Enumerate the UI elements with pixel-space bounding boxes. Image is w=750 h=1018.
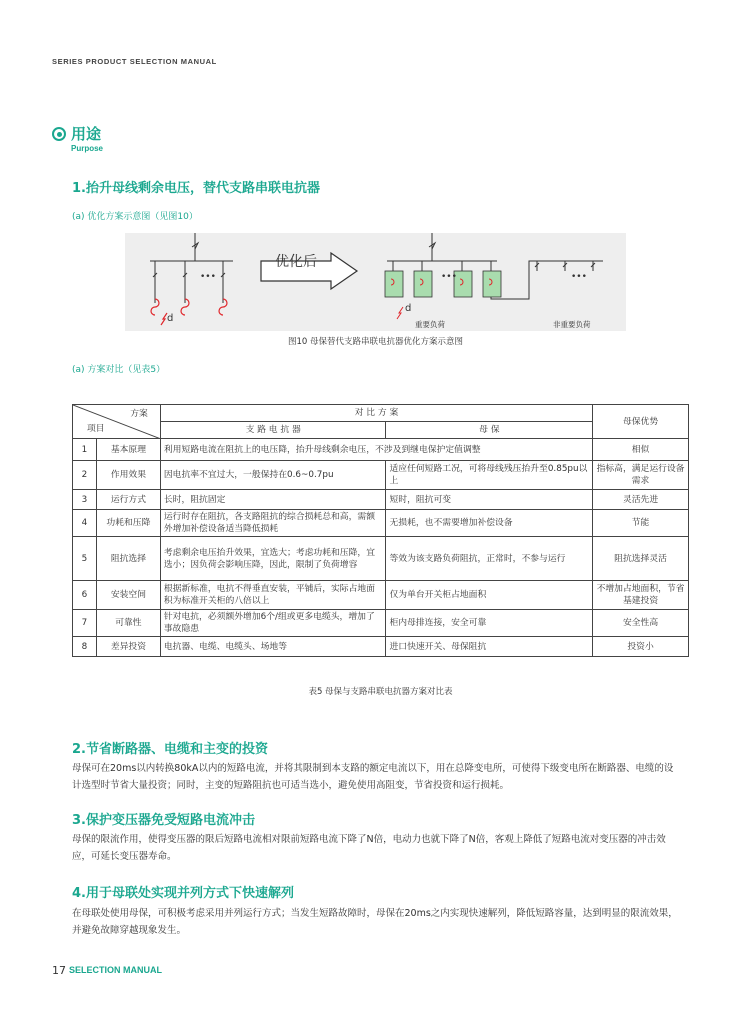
row-reactor: 运行时存在阻抗，各支路阻抗的综合损耗总和高，需额外增加补偿设备适当降低损耗: [160, 510, 386, 537]
important-load-label: 重要负荷: [415, 320, 445, 329]
row-no: 1: [73, 439, 97, 461]
row-mubao: 进口快速开关、母保阻抗: [386, 637, 593, 657]
table-row: [73, 510, 689, 537]
row-adv: 灵活先进: [593, 490, 689, 510]
table-row: [73, 490, 689, 510]
row-adv: 节能: [593, 510, 689, 537]
row-mubao: 柜内母排连接，安全可靠: [386, 610, 593, 637]
adv-header: 母保优势: [593, 405, 689, 439]
purpose-title: 用途: [71, 125, 102, 143]
row-item: 作用效果: [96, 461, 160, 490]
diagram-svg: [125, 233, 626, 331]
row-item: 安装空间: [96, 581, 160, 610]
row-item: 阻抗选择: [96, 537, 160, 581]
row-adv: 阻抗选择灵活: [593, 537, 689, 581]
series-header: SERIES PRODUCT SELECTION MANUAL: [52, 57, 217, 66]
fault-label-right: d: [405, 303, 412, 314]
table-corner: [73, 405, 161, 439]
section3-body: 母保的限流作用，使得变压器的限后短路电流相对限前短路电流下降了N倍，电动力也就下降了N倍，客观上降低了短路电流对变压器的冲击效应，可延长变压器寿命。: [72, 834, 666, 862]
row-reactor: 针对电抗，必须额外增加6个/组或更多电缆头，增加了事故隐患: [160, 610, 386, 637]
arrow-label: 优化后: [275, 254, 317, 270]
row-adv: 不增加占地面积，节省基建投资: [593, 581, 689, 610]
row-mubao: 无损耗，也不需要增加补偿设备: [386, 510, 593, 537]
row-reactor: 因电抗率不宜过大，一般保持在0.6~0.7pu: [160, 461, 386, 490]
row-item: 可靠性: [96, 610, 160, 637]
figure10-caption: 图10 母保替代支路串联电抗器优化方案示意图: [287, 337, 464, 347]
row-no: 8: [73, 637, 97, 657]
row-item: 运行方式: [96, 490, 160, 510]
row-no: 7: [73, 610, 97, 637]
row-reactor: 长时，阻抗固定: [160, 490, 386, 510]
table-row: [73, 610, 689, 637]
table-row: [73, 439, 689, 461]
reactor-header: 支 路 电 抗 器: [160, 422, 386, 439]
row-adv: 指标高，满足运行设备需求: [593, 461, 689, 490]
footer-label: SELECTION MANUAL: [69, 965, 162, 975]
row-no: 4: [73, 510, 97, 537]
table-row: [73, 637, 689, 657]
section1-sub-b: (a) 方案对比（见表5）: [72, 365, 166, 375]
dots-left: •••: [200, 272, 216, 282]
row-mubao: 等效为该支路负荷阻抗，正常时，不参与运行: [386, 537, 593, 581]
optimization-diagram: [125, 233, 626, 331]
section4-title: 4.用于母联处实现并列方式下快速解列: [72, 886, 294, 901]
normal-load-label: 非重要负荷: [553, 320, 591, 329]
target-icon: [52, 127, 66, 141]
group-header: 对 比 方 案: [160, 405, 592, 422]
purpose-subtitle: Purpose: [71, 144, 104, 153]
row-mubao: 仅为单台开关柜占地面积: [386, 581, 593, 610]
row-principle: 利用短路电流在阻抗上的电压降，抬升母线剩余电压，不涉及到继电保护定值调整: [160, 439, 592, 461]
section4-body: 在母联处使用母保，可积极考虑采用并列运行方式；当发生短路故障时，母保在20ms之内实现快速解列，降低短路容量，达到明显的限流效果，并避免故障穿越现象发生。: [72, 908, 678, 936]
row-reactor: 根据新标准，电抗不得垂直安装，平铺后，实际占地面积为标准开关柜的八倍以上: [160, 581, 386, 610]
corner-top-label: 方案: [130, 409, 148, 419]
section2-body: 母保可在20ms以内转换80kA以内的短路电流，并将其限制到本支路的额定电流以下，用在总降变电所，可使得下级变电所在断路器、电缆的设计选型时节省大量投资；同时，主变的短路阻抗也可适当选小，避免使用高阻变，节省投资和运行损耗。: [72, 763, 674, 791]
row-adv: 安全性高: [593, 610, 689, 637]
row-reactor: 考虑剩余电压抬升效果，宜选大；考虑功耗和压降，宜选小；因负荷会影响压降，因此，限制了负荷增容: [160, 537, 386, 581]
row-no: 6: [73, 581, 97, 610]
row-item: 功耗和压降: [96, 510, 160, 537]
corner-bottom-label: 项目: [87, 424, 105, 434]
section2-title: 2.节省断路器、电缆和主变的投资: [72, 742, 268, 757]
mubao-header: 母 保: [386, 422, 593, 439]
section3-title: 3.保护变压器免受短路电流冲击: [72, 813, 255, 828]
row-adv: 相似: [593, 439, 689, 461]
fault-label-left: d: [167, 313, 174, 324]
row-no: 5: [73, 537, 97, 581]
row-mubao: 适应任何短路工况，可将母线残压抬升至0.85pu以上: [386, 461, 593, 490]
dots-right-1: •••: [441, 272, 457, 282]
dots-right-2: •••: [571, 272, 587, 282]
table-row: [73, 461, 689, 490]
row-no: 2: [73, 461, 97, 490]
section1-title: 1.抬升母线剩余电压，替代支路串联电抗器: [72, 181, 320, 196]
table-row: [73, 537, 689, 581]
row-item: 差异投资: [96, 637, 160, 657]
row-reactor: 电抗器、电缆、电缆头、场地等: [160, 637, 386, 657]
row-adv: 投资小: [593, 637, 689, 657]
row-item: 基本原理: [96, 439, 160, 461]
table-row: [73, 581, 689, 610]
table5-caption: 表5 母保与支路串联电抗器方案对比表: [308, 687, 453, 697]
comparison-table: [72, 404, 689, 657]
row-no: 3: [73, 490, 97, 510]
section1-sub-a: (a) 优化方案示意图（见图10）: [72, 212, 198, 222]
row-mubao: 短时，阻抗可变: [386, 490, 593, 510]
page-number: 17: [52, 964, 66, 977]
